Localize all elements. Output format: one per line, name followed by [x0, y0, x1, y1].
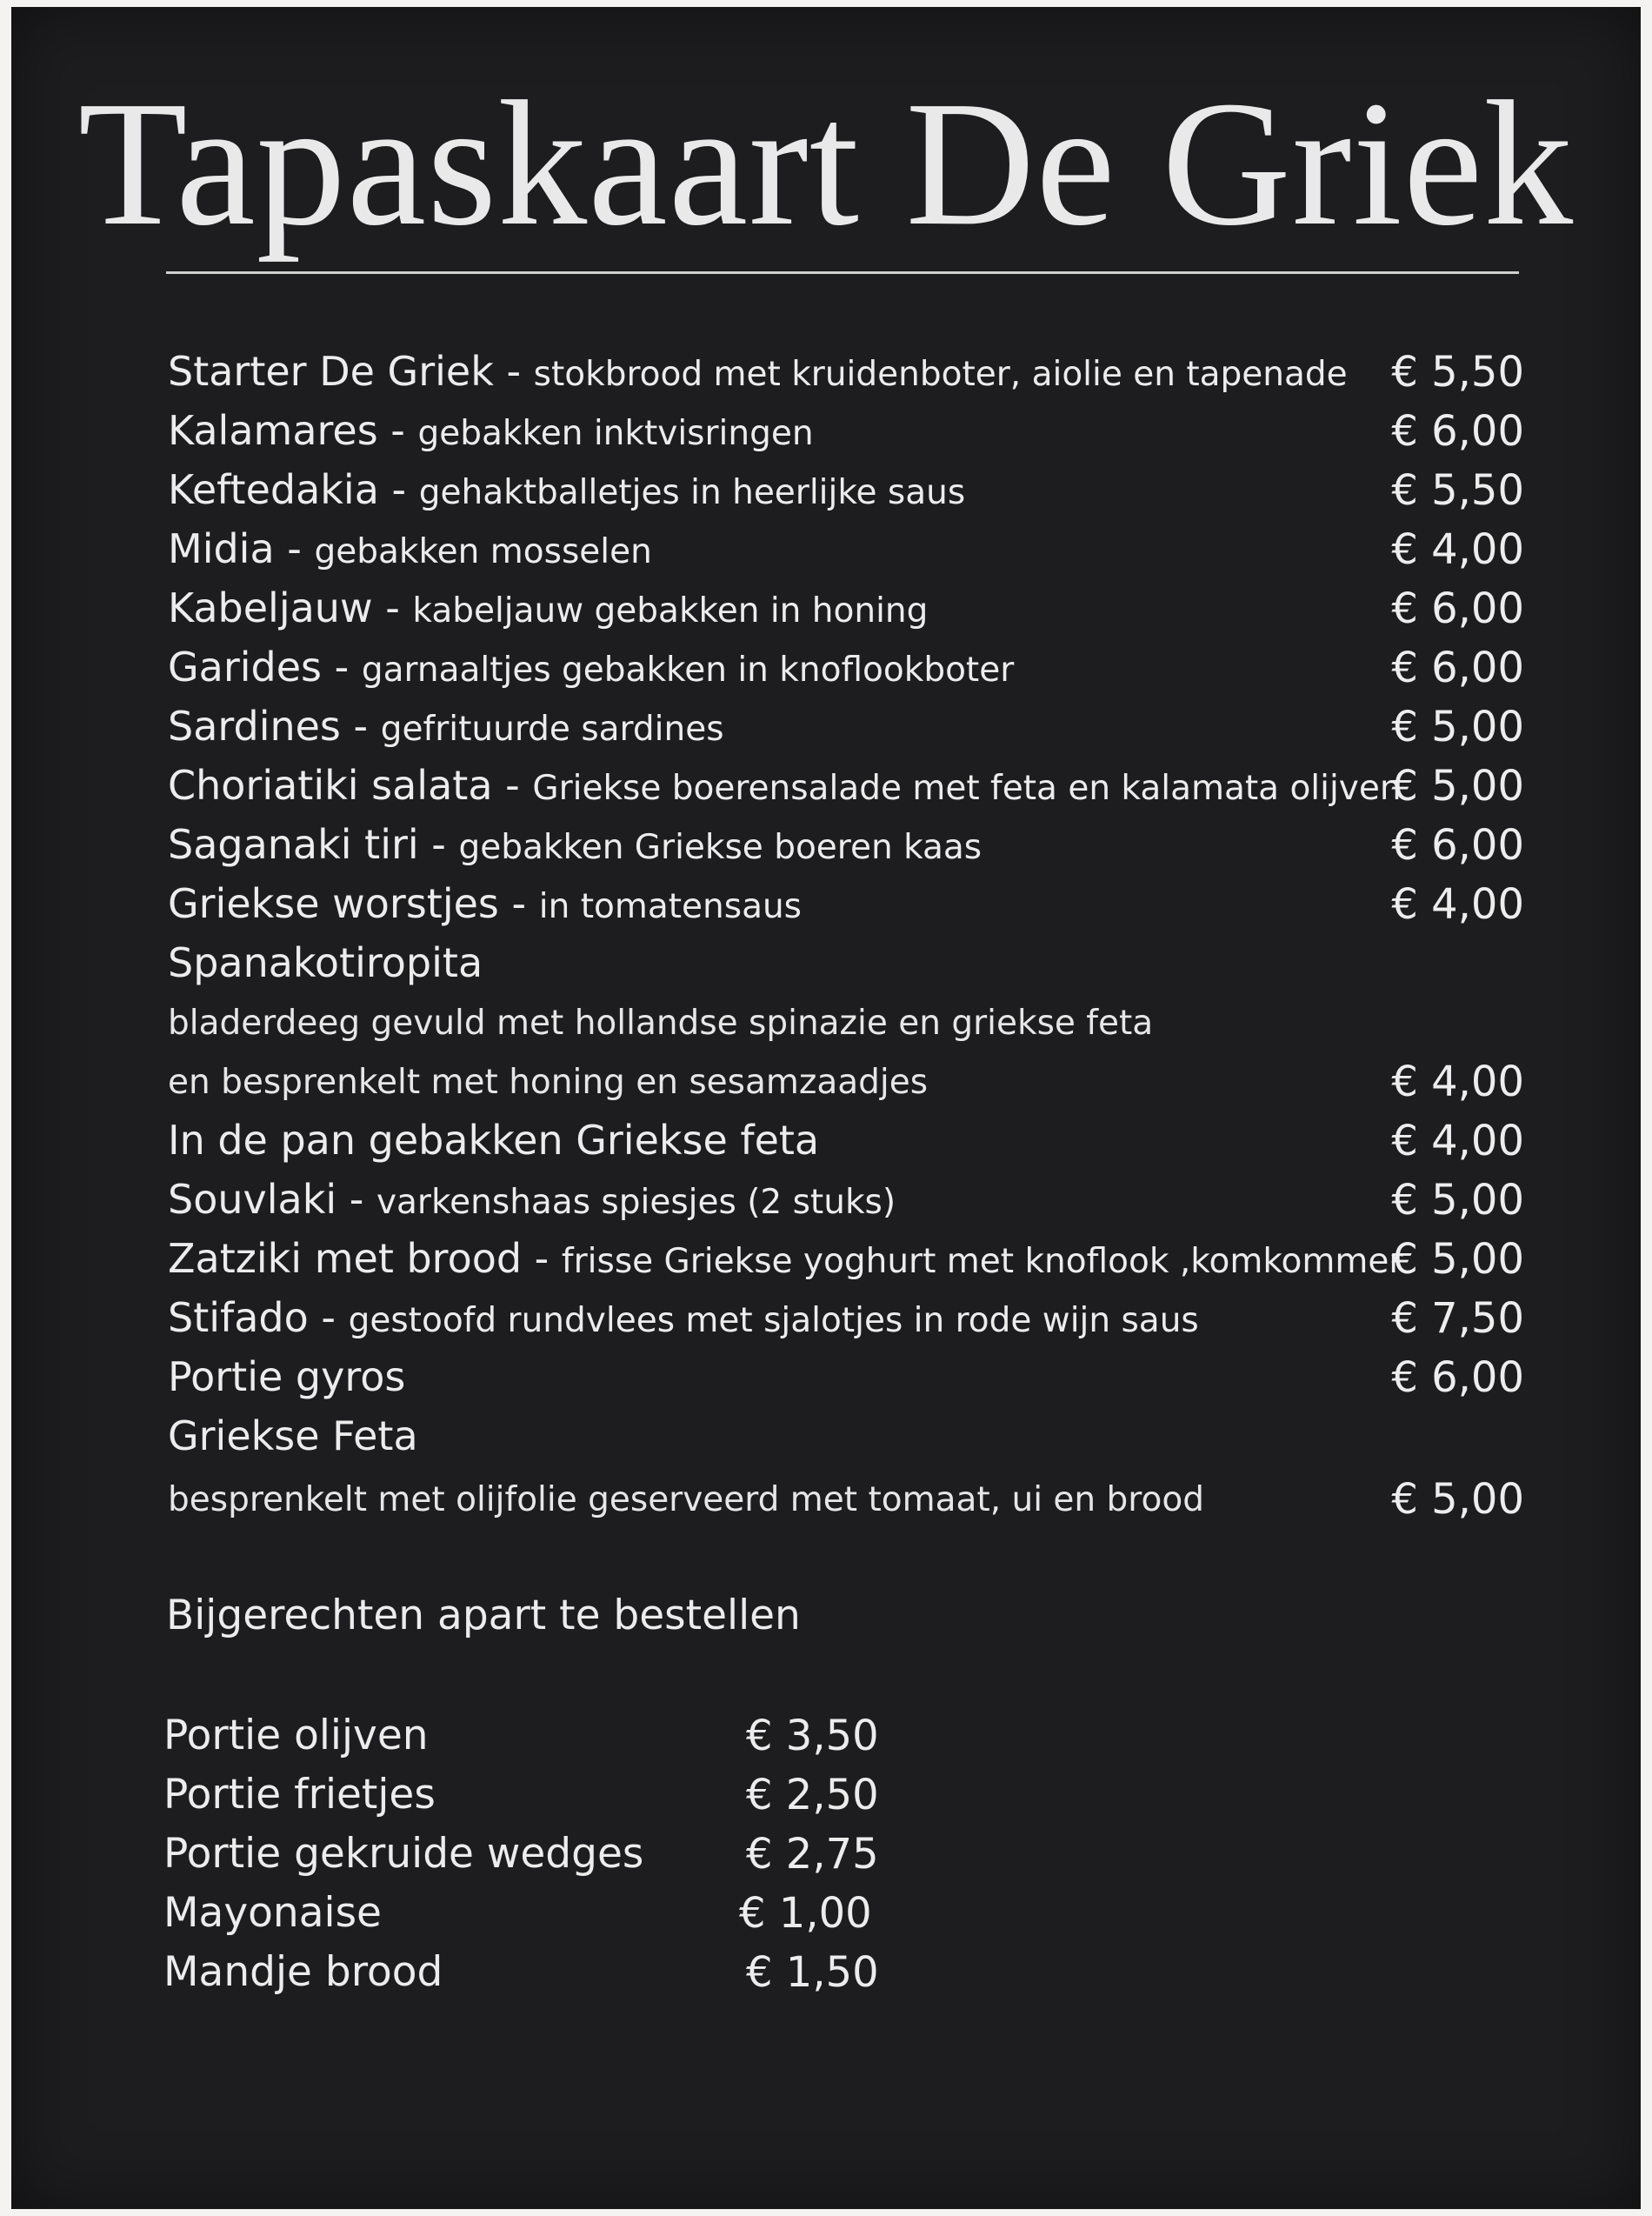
- menu-item: [168, 466, 1524, 513]
- side-price: € 1,50: [746, 1948, 879, 1997]
- side-item: [163, 1889, 894, 1937]
- item-description: kabeljauw gebakken in honing: [412, 591, 929, 631]
- menu-item: [168, 1117, 1524, 1164]
- item-description: en besprenkelt met honing en sesamzaadjes: [168, 1063, 929, 1102]
- item-price: € 5,00: [1391, 1176, 1524, 1225]
- item-name: Griekse worstjes: [168, 880, 499, 927]
- item-separator: -: [340, 703, 381, 750]
- item-description: gebakken inktvisringen: [417, 414, 814, 453]
- item-separator: -: [377, 407, 418, 454]
- menu-item: [168, 762, 1524, 809]
- item-price: € 6,00: [1391, 1353, 1524, 1402]
- menu-item-description: [168, 1475, 1524, 1524]
- item-name: Sardines: [168, 703, 341, 750]
- item-price: € 5,50: [1391, 348, 1524, 397]
- item-name: Saganaki tiri: [168, 821, 419, 868]
- menu-item: [168, 1412, 1524, 1459]
- item-separator: -: [274, 525, 315, 572]
- side-item: [163, 1948, 894, 1996]
- item-description: varkenshaas spiesjes (2 stuks): [376, 1183, 896, 1222]
- side-price: € 3,50: [746, 1712, 879, 1760]
- menu-item: [168, 584, 1524, 631]
- menu-item: [168, 1353, 1524, 1400]
- item-price: € 6,00: [1391, 821, 1524, 870]
- item-name: Zatziki met brood: [168, 1235, 523, 1282]
- side-name: Portie olijven: [163, 1712, 429, 1759]
- menu-item: [168, 407, 1524, 454]
- item-name: Griekse Feta: [168, 1412, 418, 1459]
- side-name: Mandje brood: [163, 1948, 443, 1996]
- side-item: [163, 1712, 894, 1759]
- side-item: [163, 1830, 894, 1878]
- menu-item: [168, 348, 1524, 395]
- item-description: frisse Griekse yoghurt met knoflook ,komkommer: [561, 1242, 1403, 1281]
- item-price: € 5,50: [1391, 466, 1524, 515]
- side-price: € 1,00: [739, 1889, 872, 1938]
- menu-item-description: [168, 1058, 1524, 1106]
- side-name: Mayonaise: [163, 1889, 382, 1937]
- item-description: gebakken mosselen: [314, 532, 652, 571]
- menu-item: [168, 525, 1524, 572]
- menu-item: [168, 703, 1524, 750]
- menu-title: Tapaskaart De Griek: [77, 63, 1575, 263]
- item-name: Keftedakia: [168, 466, 379, 513]
- item-price: € 4,00: [1391, 525, 1524, 574]
- item-separator: -: [493, 348, 534, 395]
- item-separator: -: [336, 1176, 376, 1223]
- side-item: [163, 1771, 894, 1819]
- menu-item: [168, 880, 1524, 927]
- item-price: € 6,00: [1391, 644, 1524, 692]
- side-price: € 2,75: [746, 1830, 879, 1879]
- item-name: Spanakotiropita: [168, 939, 483, 986]
- item-price: € 4,00: [1391, 1058, 1524, 1106]
- item-description: Griekse boerensalade met feta en kalamata olijven: [532, 769, 1402, 808]
- item-name: Souvlaki: [168, 1176, 337, 1223]
- side-name: Portie gekruide wedges: [163, 1830, 644, 1878]
- item-name: Stifado: [168, 1294, 309, 1341]
- item-description: garnaaltjes gebakken in knoflookboter: [361, 651, 1015, 690]
- item-price: € 4,00: [1391, 880, 1524, 929]
- item-description: stokbrood met kruidenboter, aiolie en tapenade: [533, 355, 1348, 394]
- menu-item: [168, 1176, 1524, 1223]
- item-price: € 6,00: [1391, 584, 1524, 633]
- item-separator: -: [372, 584, 413, 631]
- item-name: Kabeljauw: [168, 584, 373, 631]
- item-price: € 5,00: [1391, 1475, 1524, 1524]
- item-description: bladerdeeg gevuld met hollandse spinazie en griekse feta: [168, 1004, 1154, 1043]
- item-separator: -: [322, 644, 362, 691]
- item-separator: -: [498, 880, 539, 927]
- item-name: Starter De Griek: [168, 348, 494, 395]
- item-description: gehaktballetjes in heerlijke saus: [418, 473, 966, 512]
- item-price: € 6,00: [1391, 407, 1524, 456]
- title-divider: [166, 271, 1519, 274]
- menu-item: [168, 644, 1524, 691]
- item-name: Portie gyros: [168, 1353, 406, 1400]
- item-description: gestoofd rundvlees met sjalotjes in rode wijn saus: [348, 1301, 1199, 1340]
- menu-item: [168, 1294, 1524, 1341]
- item-price: € 5,00: [1391, 703, 1524, 751]
- item-separator: -: [418, 821, 459, 868]
- item-price: € 7,50: [1391, 1294, 1524, 1343]
- menu-sheet: [11, 7, 1641, 2209]
- menu-item-description: [168, 1004, 1524, 1043]
- item-separator: -: [522, 1235, 562, 1282]
- side-price: € 2,50: [746, 1771, 879, 1819]
- item-separator: -: [492, 762, 533, 809]
- item-separator: -: [308, 1294, 349, 1341]
- sides-heading: Bijgerechten apart te bestellen: [166, 1592, 801, 1639]
- menu-item: [168, 939, 1524, 986]
- item-description: in tomatensaus: [538, 887, 802, 926]
- item-price: € 4,00: [1391, 1117, 1524, 1165]
- menu-item: [168, 1235, 1524, 1282]
- item-separator: -: [378, 466, 419, 513]
- item-description: besprenkelt met olijfolie geserveerd met tomaat, ui en brood: [168, 1480, 1204, 1519]
- item-name: Choriatiki salata: [168, 762, 493, 809]
- side-name: Portie frietjes: [163, 1771, 436, 1819]
- item-name: Garides: [168, 644, 322, 691]
- item-name: In de pan gebakken Griekse feta: [168, 1117, 820, 1164]
- item-name: Kalamares: [168, 407, 378, 454]
- item-name: Midia: [168, 525, 275, 572]
- item-description: gefrituurde sardines: [380, 710, 724, 749]
- item-price: € 5,00: [1391, 762, 1524, 811]
- item-description: gebakken Griekse boeren kaas: [458, 828, 983, 867]
- menu-item: [168, 821, 1524, 868]
- item-price: € 5,00: [1391, 1235, 1524, 1284]
